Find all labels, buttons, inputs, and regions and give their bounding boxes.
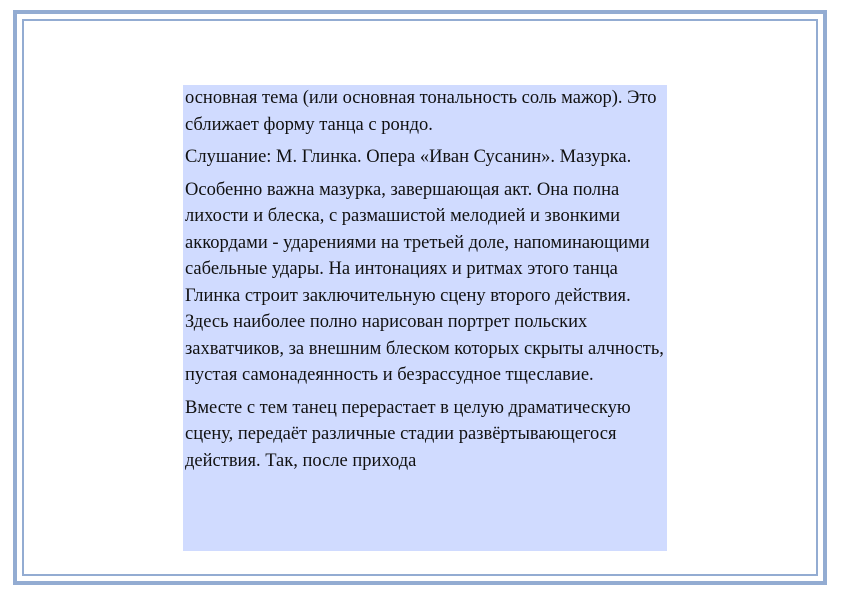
paragraph-form-description: основная тема (или основная тональность соль мажор). Это сближает форму танца с рондо. (185, 88, 657, 135)
paragraph-mazurka-description: Особенно важна мазурка, завершающая акт. Она полна лихости и блеска, с размашистой мелодией и звонкими аккордами - ударениями на третьей доле, напоминающими сабельные удары. На интонациях и ритмах этого танца Глинка строит заключительную сцену второго действия. Здесь наиболее полно нарисован портрет польских захватчиков, за внешним блеском которых скрыты алчность, пустая самонадеянность и безрассудное тщеславие. (185, 179, 664, 385)
paragraph-dramatic-scene: Вместе с тем танец перерастает в целую драматическую сцену, передаёт различные стадии развёртывающегося действия. Так, после прихода (185, 397, 631, 471)
text-block (183, 85, 667, 551)
paragraph-listening-task: Слушание: М. Глинка. Опера «Иван Сусанин». Мазурка. (185, 147, 632, 167)
